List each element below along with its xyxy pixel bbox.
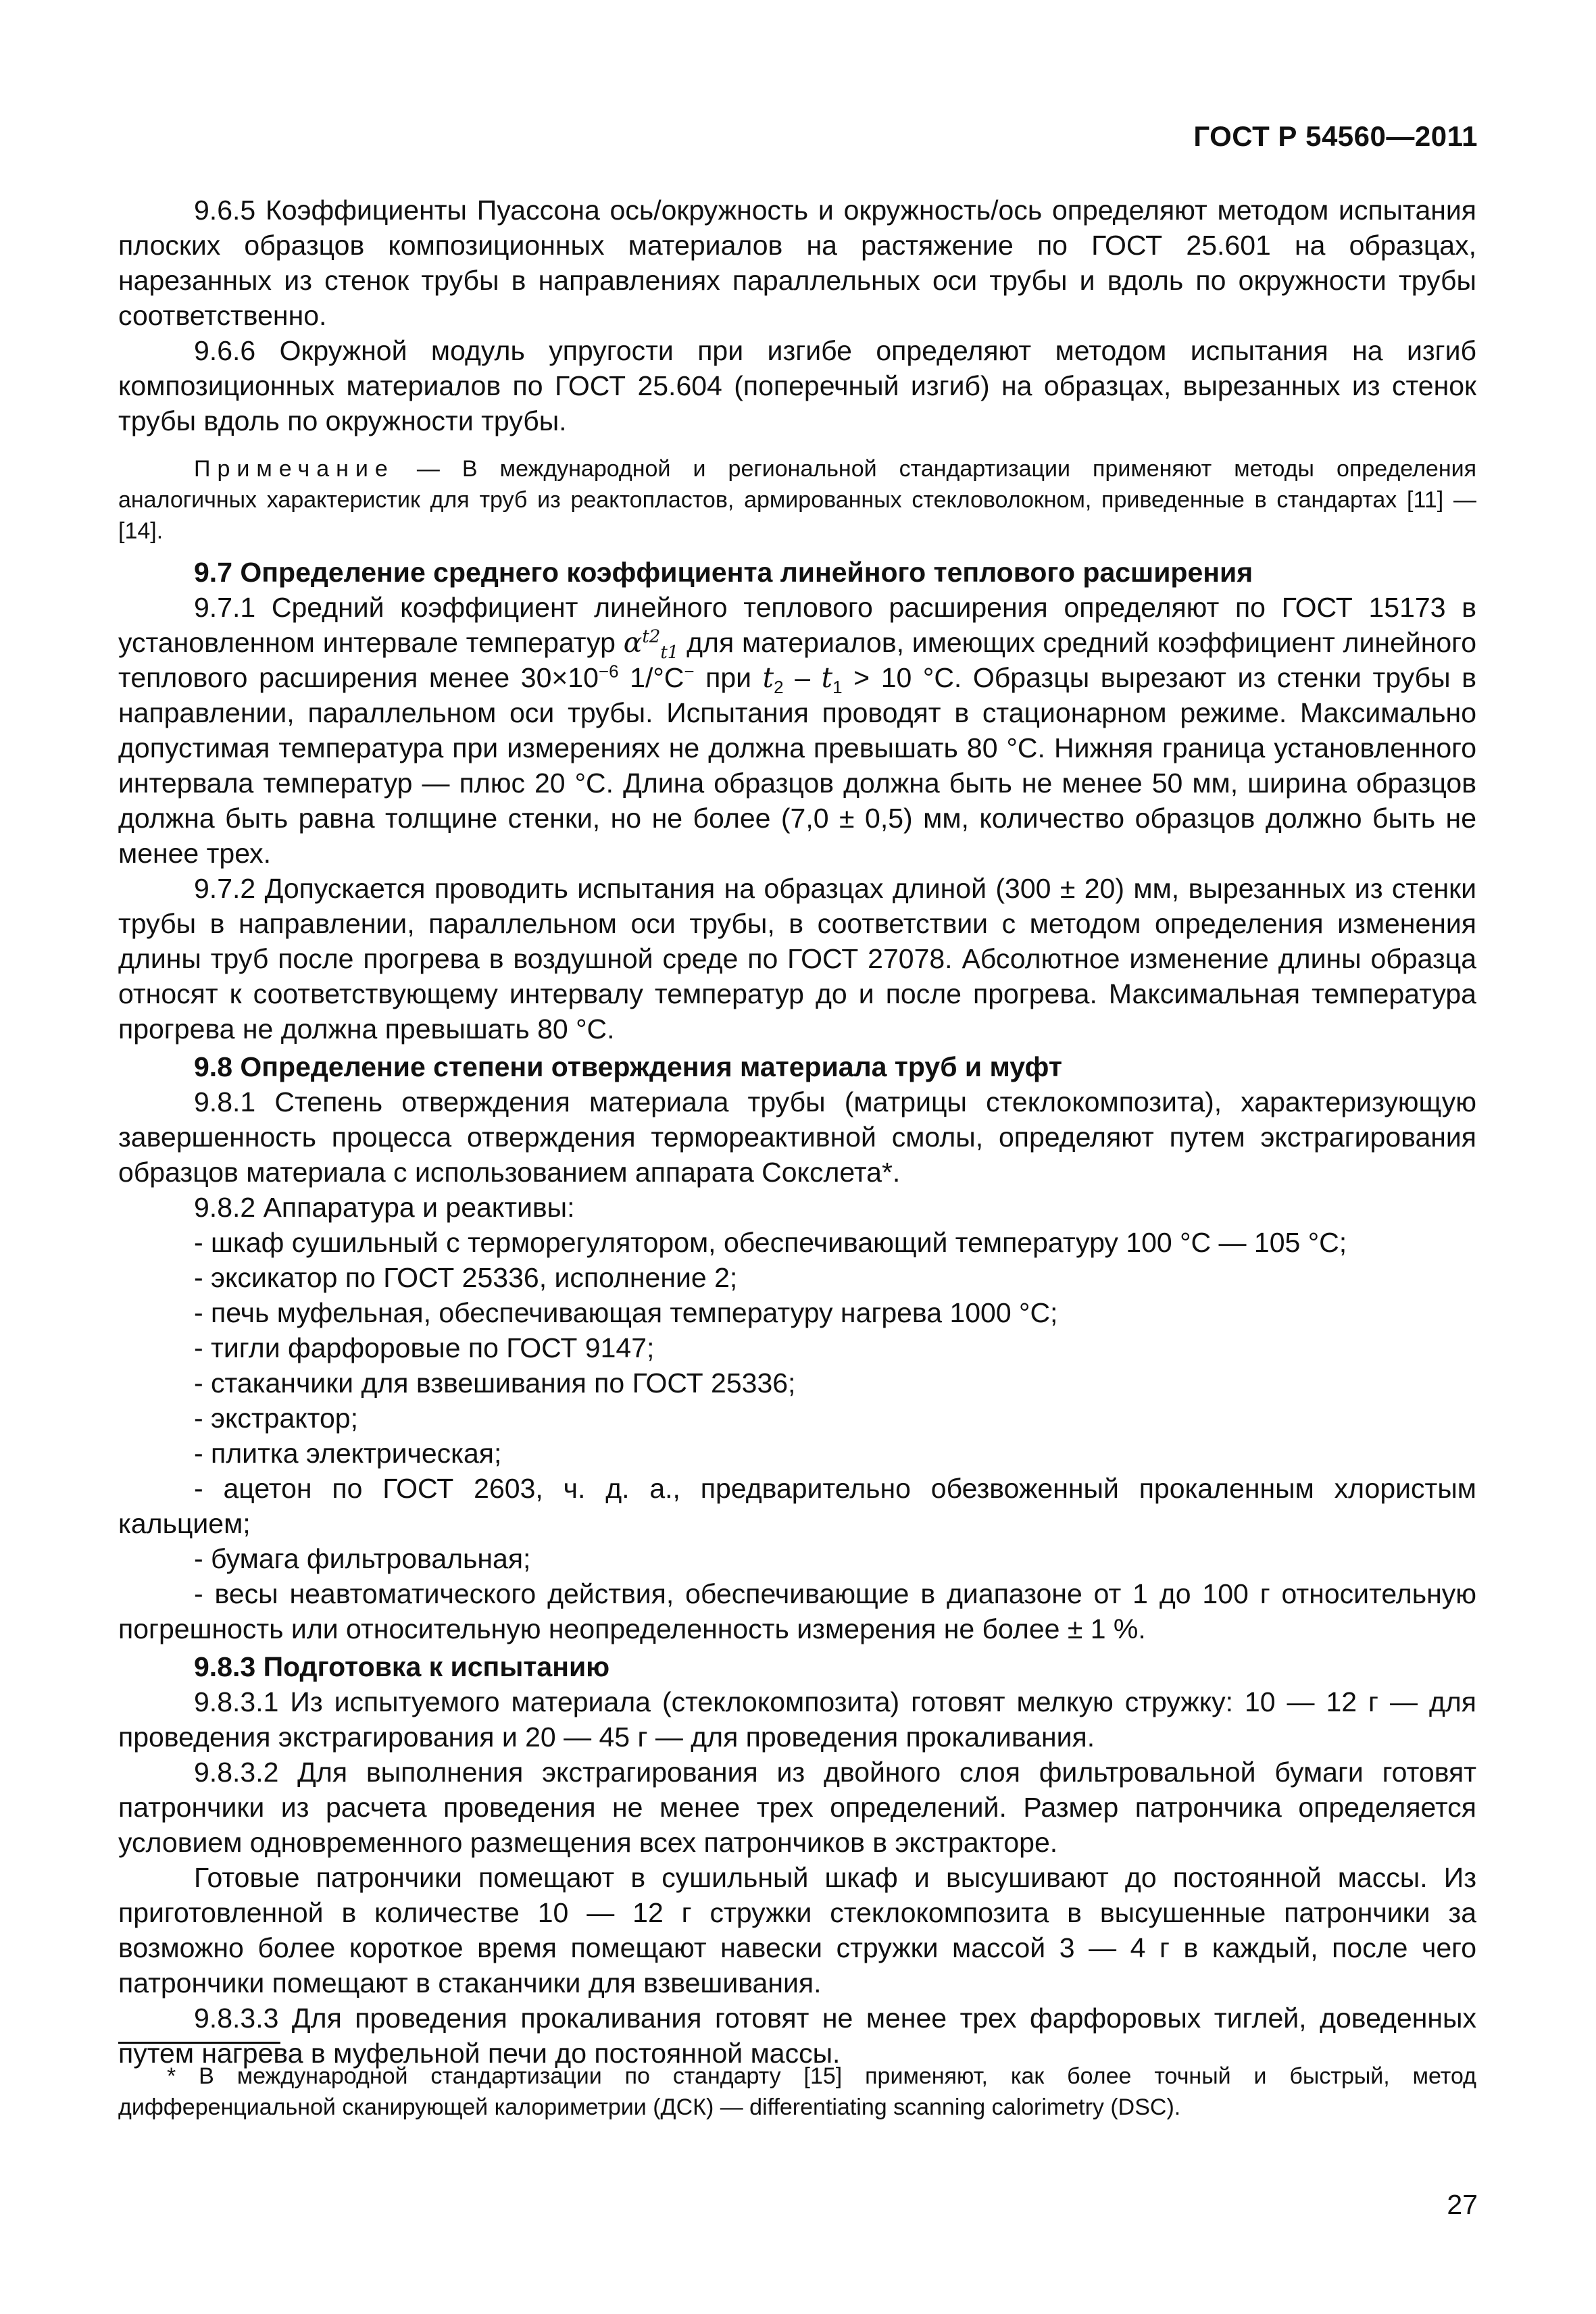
- page-number: 27: [1447, 2189, 1478, 2220]
- list-item: - бумага фильтровальная;: [194, 1543, 531, 1574]
- unit-sup: −: [684, 661, 695, 682]
- alpha-sub: t1: [660, 643, 679, 663]
- alpha-symbol: α: [623, 626, 643, 659]
- list-item: - шкаф сушильный с терморегулятором, обеспечивающий температуру 100 °С — 105 °С;: [194, 1227, 1347, 1258]
- paragraph-9-8-2: 9.8.2 Аппаратура и реактивы:: [194, 1192, 575, 1223]
- text-run: 9.7.1 Средний коэффициент линейного теплового расширения определяют по ГОСТ 15173 в установленном интервале температур: [118, 592, 1476, 658]
- paragraph-9-6-6: 9.6.6 Окружной модуль упругости при изгибе определяют методом испытания на изгиб композиционных материалов по ГОСТ 25.604 (поперечный изгиб) на образцах, вырезанных из стенок трубы вдоль по окружности трубы.: [118, 335, 1476, 436]
- text-run: 1/°С: [618, 662, 684, 693]
- t2-sub: 2: [774, 677, 784, 698]
- text-run: > 10 °С. Образцы вырезают из стенки трубы в направлении, параллельном оси трубы. Испытания проводят в стационарном режиме. Максимально допустимая температура при измерениях не должна превышать 80 °С. Нижняя граница установленного интервала температур — плюс 20 °С. Длина образцов должна быть не менее 50 мм, ширина образцов должна быть равна толщине стенки, но не более (7,0 ± 0,5) мм, количество образцов должно быть не менее трех.: [118, 662, 1476, 869]
- text-run: для материалов, имеющих средний коэффициент линейного теплового расширения менее 30×10: [118, 627, 1477, 693]
- note: [118, 453, 1476, 547]
- t1-sub: 1: [832, 677, 843, 698]
- main-text: [118, 193, 1476, 2071]
- t2-symbol: t: [762, 661, 774, 694]
- footnote: * В международной стандартизации по стандарту [15] применяют, как более точный и быстрый, метод дифференциальной сканирующей калориметрии (ДСК) — differentiating scanning calorimetry (DSC).: [118, 2063, 1476, 2120]
- heading-9-8: 9.8 Определение степени отверждения материала труб и муфт: [194, 1051, 1062, 1082]
- paragraph-9-7-1: [118, 590, 1476, 871]
- list-item: - печь муфельная, обеспечивающая температуру нагрева 1000 °С;: [194, 1297, 1058, 1328]
- paragraph-9-7-2: 9.7.2 Допускается проводить испытания на образцах длиной (300 ± 20) мм, вырезанных из стенки трубы в направлении, параллельном оси трубы, в соответствии с методом определения изменения длины труб после прогрева в воздушной среде по ГОСТ 27078. Абсолютное изменение длины образца относят к соответствующему интервалу температур до и после прогрева. Максимальная температура прогрева не должна превышать 80 °С.: [118, 873, 1476, 1045]
- paragraph-9-8-3-2-continued: Готовые патрончики помещают в сушильный шкаф и высушивают до постоянной массы. Из приготовленной в количестве 10 — 12 г стружки стеклокомпозита в высушенные патрончики за возможно более короткое время помещают навески стружки массой 3 — 4 г в каждый, после чего патрончики помещают в стаканчики для взвешивания.: [118, 1862, 1476, 1998]
- minus-sign: –: [783, 662, 822, 693]
- exponent: −6: [598, 661, 619, 682]
- list-item: - тигли фарфоровые по ГОСТ 9147;: [194, 1332, 655, 1363]
- note-label: Примечание: [194, 456, 395, 482]
- alpha-sup: t2: [642, 626, 661, 647]
- footnote-divider: [118, 2042, 280, 2044]
- list-item: - ацетон по ГОСТ 2603, ч. д. а., предварительно обезвоженный прокаленным хлористым кальцием;: [118, 1473, 1476, 1539]
- heading-9-8-3: 9.8.3 Подготовка к испытанию: [194, 1651, 610, 1682]
- paragraph-9-8-3-3: 9.8.3.3 Для проведения прокаливания готовят не менее трех фарфоровых тиглей, доведенных путем нагрева в муфельной печи до постоянной массы.: [118, 2003, 1476, 2069]
- note-text: — В международной и региональной стандартизации применяют методы определения аналогичных характеристик для труб из реактопластов, армированных стекловолокном, приведенные в стандартах [11] — [14].: [118, 456, 1476, 544]
- heading-9-7: 9.7 Определение среднего коэффициента линейного теплового расширения: [194, 557, 1253, 588]
- document-code-header: ГОСТ Р 54560—2011: [1193, 120, 1478, 152]
- paragraph-9-6-5: 9.6.5 Коэффициенты Пуассона ось/окружность и окружность/ось определяют методом испытания плоских образцов композиционных материалов на растяжение по ГОСТ 25.601 на образцах, нарезанных из стенок трубы в направлениях параллельных оси трубы и вдоль по окружности трубы соответственно.: [118, 195, 1476, 331]
- list-item: - экстрактор;: [194, 1403, 358, 1434]
- paragraph-9-8-3-2: 9.8.3.2 Для выполнения экстрагирования из двойного слоя фильтровальной бумаги готовят патрончики из расчета проведения не менее трех определений. Размер патрончика определяется условием одновременного размещения всех патрончиков в экстракторе.: [118, 1757, 1476, 1858]
- paragraph-9-8-1: 9.8.1 Степень отверждения материала трубы (матрицы стеклокомпозита), характеризующую завершенность процесса отверждения термореактивной смолы, определяют путем экстрагирования образцов материала с использованием аппарата Сокслета*.: [118, 1086, 1476, 1188]
- t1-symbol: t: [821, 661, 833, 694]
- list-item: - весы неавтоматического действия, обеспечивающие в диапазоне от 1 до 100 г относительную погрешность или относительную неопределенность измерения не более ± 1 %.: [118, 1578, 1476, 1644]
- list-item: - стаканчики для взвешивания по ГОСТ 25336;: [194, 1367, 796, 1399]
- list-item: - плитка электрическая;: [194, 1438, 502, 1469]
- text-run: при: [694, 662, 763, 693]
- list-item: - эксикатор по ГОСТ 25336, исполнение 2;: [194, 1262, 738, 1293]
- paragraph-9-8-3-1: 9.8.3.1 Из испытуемого материала (стеклокомпозита) готовят мелкую стружку: 10 — 12 г — для проведения экстрагирования и 20 — 45 г — для проведения прокаливания.: [118, 1686, 1476, 1753]
